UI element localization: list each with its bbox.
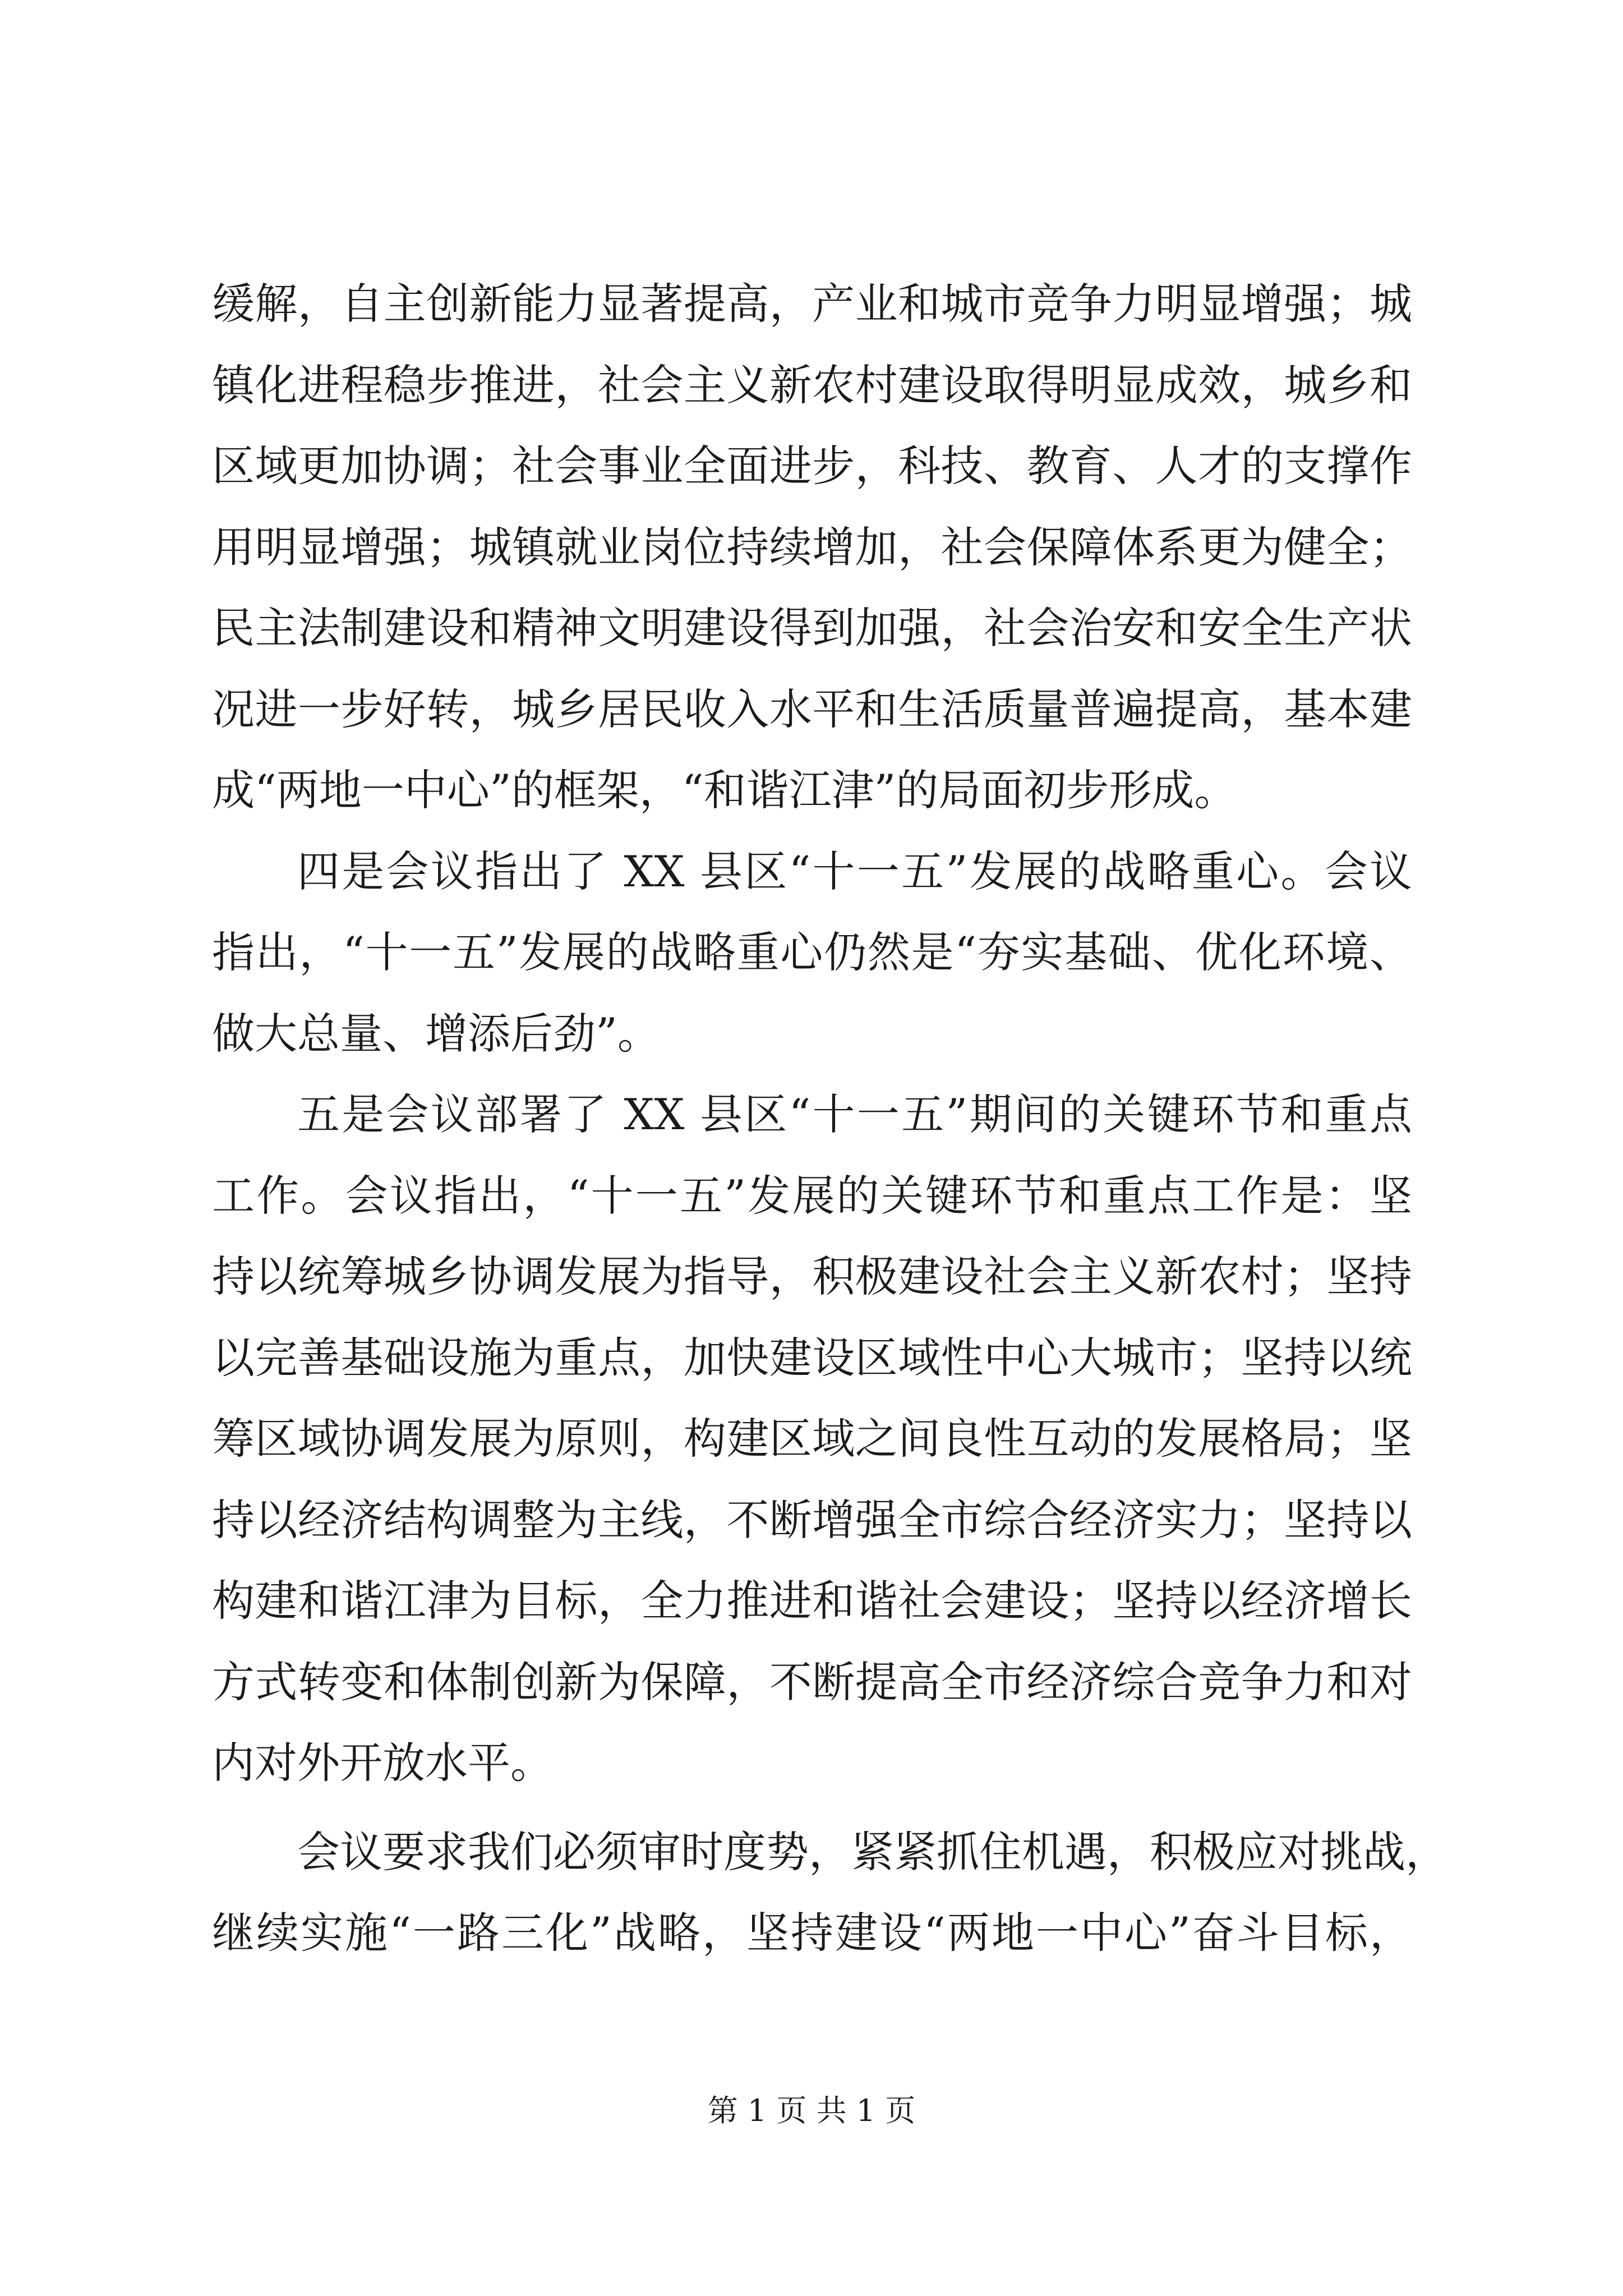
text-line: 构建和谐江津为目标，全力推进和谐社会建设；坚持以经济增长 (212, 1576, 1412, 1626)
text-line: 民主法制建设和精神文明建设得到加强，社会治安和安全生产状 (212, 603, 1412, 653)
paragraph-2 (212, 831, 1412, 1075)
text-line: 方式转变和体制创新为保障，不断提高全市经济综合竞争力和对 (212, 1657, 1412, 1707)
text-line: 继续实施“一路三化”战略，坚持建设“两地一中心”奋斗目标， (212, 1908, 1412, 1958)
text-line: 工作。会议指出，“十一五”发展的关键环节和重点工作是：坚 (212, 1170, 1412, 1221)
text-line: 以完善基础设施为重点，加快建设区域性中心大城市；坚持以统 (212, 1332, 1412, 1383)
text-line: 区域更加协调；社会事业全面进步，科技、教育、人才的支撑作 (212, 441, 1412, 491)
paragraph-gap (212, 1804, 1412, 1812)
text-line: 五是会议部署了 XX 县区“十一五”期间的关键环节和重点 (297, 1089, 1412, 1139)
text-line: 做大总量、增添后劲”。 (212, 1008, 660, 1059)
paragraph-3 (212, 1074, 1412, 1804)
text-line: 筹区域协调发展为原则，构建区域之间良性互动的发展格局；坚 (212, 1414, 1412, 1464)
text-line: 持以统筹城乡协调发展为指导，积极建设社会主义新农村；坚持 (212, 1251, 1412, 1301)
text-line: 用明显增强；城镇就业岗位持续增加，社会保障体系更为健全； (212, 522, 1412, 572)
document-body (212, 264, 1448, 1974)
text-line: 指出，“十一五”发展的战略重心仍然是“夯实基础、优化环境、 (212, 927, 1412, 977)
paragraph-4 (212, 1812, 1448, 1974)
text-line: 镇化进程稳步推进，社会主义新农村建设取得明显成效，城乡和 (212, 360, 1412, 410)
text-line: 持以经济结构调整为主线，不断增强全市综合经济实力；坚持以 (212, 1494, 1412, 1545)
page-number-footer: 第 1 页 共 1 页 (707, 2093, 916, 2128)
paragraph-1 (212, 264, 1412, 831)
text-line: 内对外开放水平。 (212, 1738, 553, 1788)
text-line: 会议要求我们必须审时度势，紧紧抓住机遇，积极应对挑战， (297, 1826, 1448, 1877)
text-line: 成“两地一中心”的框架，“和谐江津”的局面初步形成。 (212, 765, 1237, 815)
text-line: 况进一步好转，城乡居民收入水平和生活质量普遍提高，基本建 (212, 684, 1412, 734)
text-line: 四是会议指出了 XX 县区“十一五”发展的战略重心。会议 (297, 846, 1412, 896)
text-line: 缓解，自主创新能力显著提高，产业和城市竞争力明显增强；城 (212, 279, 1412, 329)
